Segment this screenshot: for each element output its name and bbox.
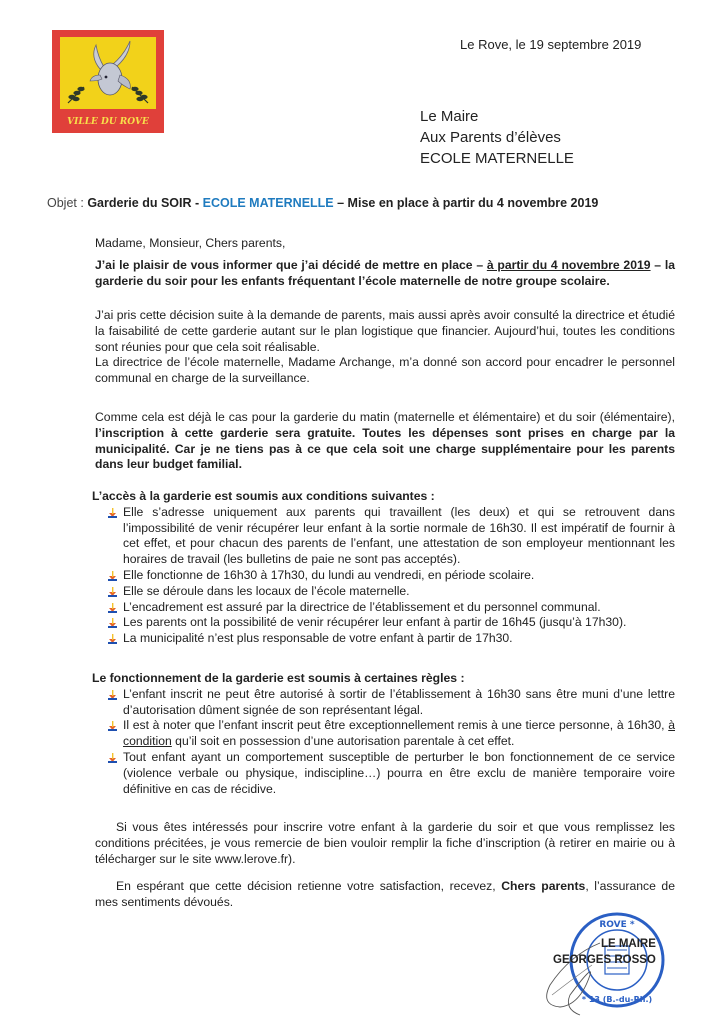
list-item-text: Elle se déroule dans les locaux de l’école maternelle. [123,583,410,598]
list-item [95,687,675,719]
list-item-text: La municipalité n’est plus responsable de votre enfant à partir de 17h30. [123,631,513,646]
paragraph-decision: J’ai pris cette décision suite à la demande de parents, mais aussi après avoir consulté la directrice et étudié la faisabilité de cette garderie autant sur le plan logistique que financier. Aujourd’hui, toutes les conditions sont réunies pour que cela soit réalisable. [95,308,675,354]
rules-list [95,687,675,798]
closing-text: En espérant que cette décision retienne votre satisfaction, recevez, [116,879,502,893]
arrow-bullet-icon [107,720,118,731]
arrow-bullet-icon [107,617,118,628]
subject-line [47,196,598,210]
recipient-line: Aux Parents d’élèves [420,129,561,146]
closing-text: , l’assurance de mes sentiments dévoués. [95,879,675,909]
signatory-name: GEORGES ROSSO [553,954,656,966]
paragraph-directrice: La directrice de l’école maternelle, Madame Archange, m’a donné son accord pour encadrer le personnel communal en charge de la surveillance. [95,355,675,385]
conditions-section [92,489,675,647]
recipient-line: ECOLE MATERNELLE [420,150,574,167]
intro-text: – la garderie du soir pour les enfants fréquentant l’école maternelle de notre groupe scolaire. [95,258,676,288]
list-item-text: L’encadrement est assuré par la directrice de l’établissement et du personnel communal. [123,599,601,614]
subject-part1: Garderie du SOIR - [87,196,203,210]
svg-text:* 13 (B.-du-Rh.): * 13 (B.-du-Rh.) [581,995,653,1004]
signatory-title: LE MAIRE [600,938,656,950]
subject-label: Objet : [47,196,84,210]
arrow-bullet-icon [107,586,118,597]
list-item-text: Elle s’adresse uniquement aux parents qui travaillent (les deux) et qui se retrouvent dans l’impossibilité de venir récupérer leur enfant à la sortie normale de 16h30. Il est impératif de fournir à cet effet, et pour chacun des parents de l’enfant, une attestation de son employeur mentionnant les horaires de travail (les bulletins de paie ne sont pas acceptés). [123,504,675,567]
list-item [95,584,675,600]
paragraph-bold-text: l’inscription à cette garderie sera gratuite. Toutes les dépenses sont prises en charge par la municipalité. Car je ne tiens pas à ce que cela soit une charge supplémentaire pour les parents dans leur budget familial. [95,425,675,472]
list-item-text: Les parents ont la possibilité de venir récupérer leur enfant à partir de 16h45 (jusqu’à 17h30). [123,615,627,630]
intro-date: à partir du 4 novembre 2019 [486,258,651,272]
arrow-bullet-icon [107,689,118,700]
subject-highlight: ECOLE MATERNELLE [202,196,334,210]
paragraph-inscription: Si vous êtes intéressés pour inscrire votre enfant à la garderie du soir et que vous remplissez les conditions précitées, je vous remercie de bien vouloir remplir la fiche d’inscription (à retirer en mairie ou à télécharger sur le site www.lerove.fr). [95,820,675,866]
intro-paragraph [95,258,675,290]
intro-text: J’ai le plaisir de vous informer que j’ai décidé de mettre en place – [95,258,487,272]
svg-text:ROVE *: ROVE * [599,920,635,930]
city-logo [52,30,164,133]
arrow-bullet-icon [107,570,118,581]
list-item [95,600,675,616]
list-item-text: Elle fonctionne de 16h30 à 17h30, du lundi au vendredi, en période scolaire. [123,567,535,582]
arrow-bullet-icon [107,752,118,763]
list-item [95,505,675,568]
logo-emblem [60,37,156,109]
list-item [95,615,675,631]
salutation: Madame, Monsieur, Chers parents, [95,236,286,250]
list-item [95,631,675,647]
arrow-bullet-icon [107,507,118,518]
list-item [95,750,675,797]
paragraph-gratuite [95,410,675,473]
paragraph-text: Comme cela est déjà le cas pour la garderie du matin (maternelle et élémentaire) et du soir (élémentaire), [95,410,675,424]
goat-head-icon [60,37,156,109]
list-item-text: qu’il soit en possession d’une autorisation parentale à cet effet. [171,734,515,749]
recipient-block [420,106,574,169]
conditions-title: L’accès à la garderie est soumis aux conditions suivantes : [92,489,435,503]
subject-part3: – Mise en place à partir du 4 novembre 2019 [333,196,599,210]
rules-section [92,671,675,797]
underlined-text: à condition [123,718,675,749]
rules-title: Le fonctionnement de la garderie est soumis à certaines règles : [92,671,465,685]
arrow-bullet-icon [107,602,118,613]
logo-caption: VILLE DU ROVE [67,117,149,127]
list-item-text: L’enfant inscrit ne peut être autorisé à sortir de l’établissement à 16h30 sans être muni d’une lettre d’autorisation dûment signée de son représentant légal. [123,686,675,717]
recipient-line: Le Maire [420,108,479,125]
list-item [95,718,675,750]
date-line: Le Rove, le 19 septembre 2019 [460,37,642,52]
closing-paragraph [95,879,675,911]
signature-block [553,936,656,968]
arrow-bullet-icon [107,633,118,644]
list-item-text: Il est à noter que l’enfant inscrit peut être exceptionnellement remis à une tierce personne, à 16h30, [123,718,669,733]
closing-bold-text: Chers parents [501,879,586,893]
list-item-text: Tout enfant ayant un comportement susceptible de perturber le bon fonctionnement de ce service (violence verbale ou physique, indiscipline…) pourra en être exclu de manière temporaire voire définitive en cas de récidive. [123,749,675,796]
list-item [95,568,675,584]
conditions-list [95,505,675,647]
